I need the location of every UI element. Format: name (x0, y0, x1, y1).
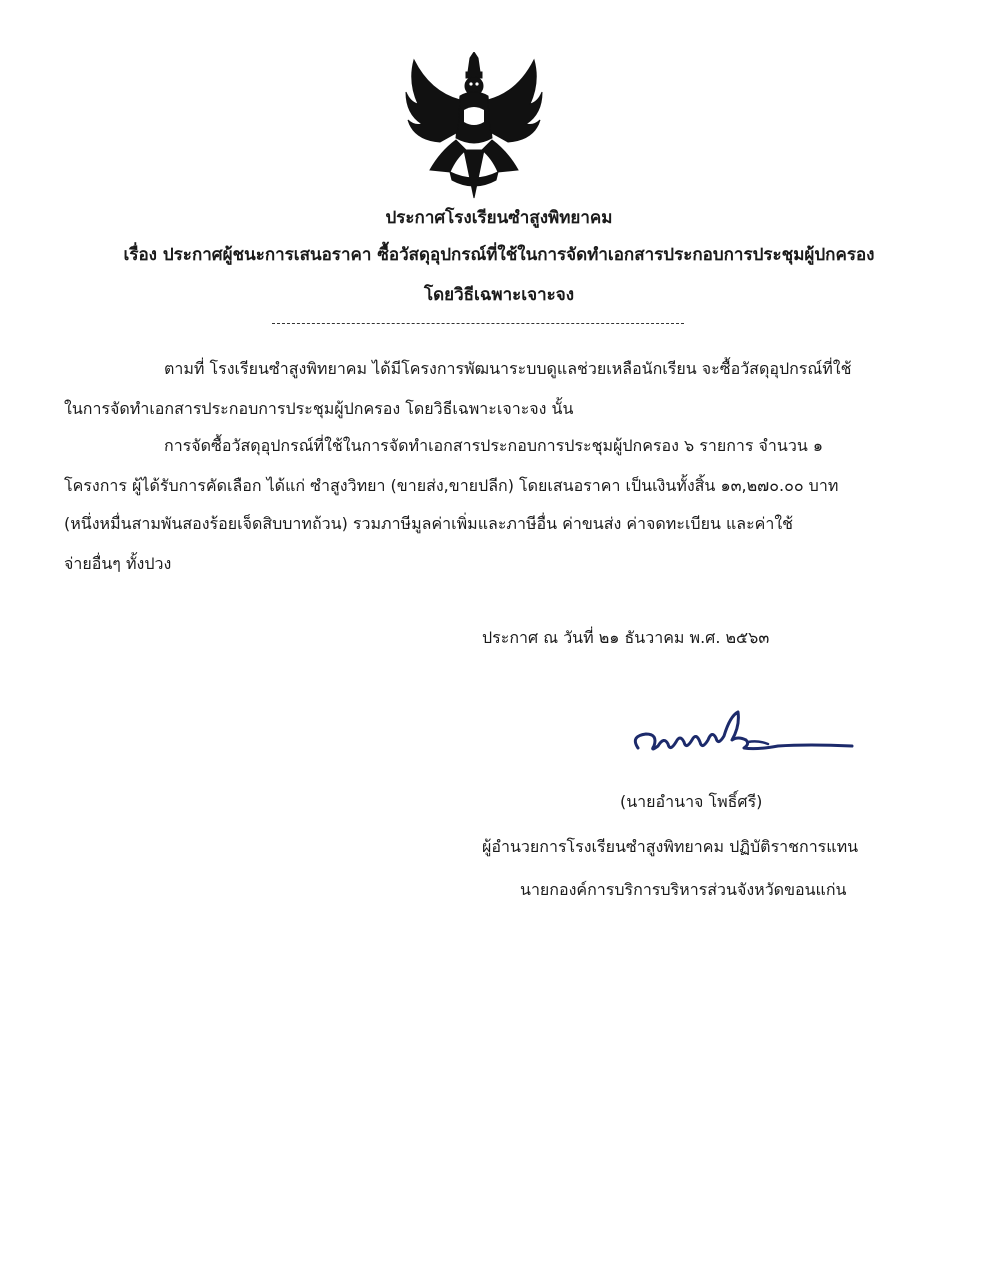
signatory-position-line-1: ผู้อำนวยการโรงเรียนซำสูงพิทยาคม ปฏิบัติราชการแทน (482, 837, 859, 856)
paragraph-1-line-2: ในการจัดทำเอกสารประกอบการประชุมผู้ปกครอง โดยวิธีเฉพาะเจาะจง นั้น (64, 399, 574, 418)
paragraph-2-line-1: การจัดซื้อวัสดุอุปกรณ์ที่ใช้ในการจัดทำเอกสารประกอบการประชุมผู้ปกครอง ๖ รายการ จำนวน ๑ (164, 436, 824, 455)
announcement-title: ประกาศโรงเรียนซำสูงพิทยาคม (385, 208, 613, 228)
divider (272, 323, 684, 324)
signatory-position-line-2: นายกองค์การบริการบริหารส่วนจังหวัดขอนแก่น (520, 880, 847, 899)
signatory-name: (นายอำนาจ โพธิ์ศรี) (620, 792, 763, 811)
paragraph-2-line-4: จ่ายอื่นๆ ทั้งปวง (64, 554, 172, 573)
paragraph-2-line-3: (หนึ่งหมื่นสามพันสองร้อยเจ็ดสิบบาทถ้วน) รวมภาษีมูลค่าเพิ่มและภาษีอื่น ค่าขนส่ง ค่าจดทะเบียน และค่าใช้ (64, 514, 794, 533)
paragraph-2-line-2: โครงการ ผู้ได้รับการคัดเลือก ได้แก่ ซำสูงวิทยา (ขายส่ง,ขายปลีก) โดยเสนอราคา เป็นเงินทั้งสิ้น ๑๓,๒๗๐.๐๐ บาท (64, 476, 839, 495)
garuda-emblem (400, 52, 548, 200)
paragraph-1-line-1: ตามที่ โรงเรียนซำสูงพิทยาคม ได้มีโครงการพัฒนาระบบดูแลช่วยเหลือนักเรียน จะซื้อวัสดุอุปกรณ์ที่ใช้ (164, 359, 852, 378)
announcement-date: ประกาศ ณ วันที่ ๒๑ ธันวาคม พ.ศ. ๒๕๖๓ (482, 628, 770, 647)
procurement-method: โดยวิธีเฉพาะเจาะจง (423, 285, 575, 305)
handwritten-signature (628, 706, 858, 766)
announcement-subject: เรื่อง ประกาศผู้ชนะการเสนอราคา ซื้อวัสดุอุปกรณ์ที่ใช้ในการจัดทำเอกสารประกอบการประชุมผู้ปกครอง (123, 245, 875, 265)
